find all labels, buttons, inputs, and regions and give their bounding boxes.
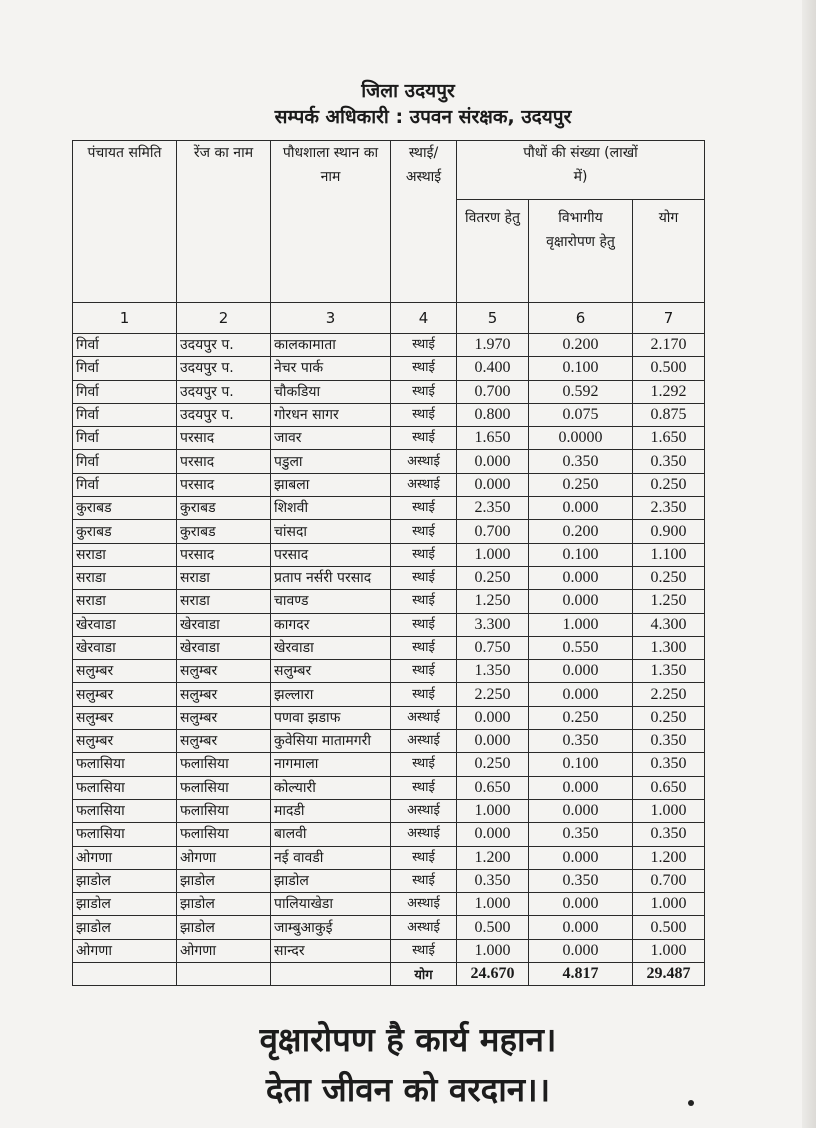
total-sum: 29.487: [633, 963, 705, 986]
header-panchayat: पंचायत समिति: [73, 141, 177, 303]
distribution-cell: 0.000: [457, 730, 529, 753]
table-row: [73, 450, 705, 473]
nursery-cell: मादडी: [271, 799, 391, 822]
type-cell: स्थाई: [391, 636, 457, 659]
range-cell: फलासिया: [177, 823, 271, 846]
range-cell: फलासिया: [177, 776, 271, 799]
range-cell: सलुम्बर: [177, 683, 271, 706]
type-cell: स्थाई: [391, 403, 457, 426]
header-type: स्थाई/ अस्थाई: [391, 141, 457, 303]
type-cell: स्थाई: [391, 683, 457, 706]
sum-cell: 0.875: [633, 403, 705, 426]
table-row: [73, 706, 705, 729]
distribution-cell: 2.250: [457, 683, 529, 706]
slogan-line-1: वृक्षारोपण है कार्य महान।: [259, 1020, 557, 1059]
distribution-cell: 0.700: [457, 520, 529, 543]
nursery-cell: खेरवाडा: [271, 636, 391, 659]
sum-cell: 0.500: [633, 916, 705, 939]
sum-cell: 1.250: [633, 590, 705, 613]
table-row: [73, 473, 705, 496]
panchayat-cell: झाडोल: [73, 916, 177, 939]
panchayat-cell: ओगणा: [73, 846, 177, 869]
panchayat-cell: ओगणा: [73, 939, 177, 962]
slogan-line-2: देता जीवन को वरदान।।: [265, 1070, 551, 1109]
distribution-cell: 0.000: [457, 823, 529, 846]
total-row: [73, 963, 705, 986]
total-label: योग: [391, 963, 457, 986]
panchayat-cell: सलुम्बर: [73, 706, 177, 729]
panchayat-cell: कुराबड: [73, 497, 177, 520]
panchayat-cell: फलासिया: [73, 753, 177, 776]
departmental-cell: 0.000: [529, 846, 633, 869]
departmental-cell: 0.000: [529, 497, 633, 520]
range-cell: सलुम्बर: [177, 660, 271, 683]
distribution-cell: 0.750: [457, 636, 529, 659]
range-cell: सलुम्बर: [177, 706, 271, 729]
panchayat-cell: फलासिया: [73, 823, 177, 846]
sum-cell: 0.250: [633, 566, 705, 589]
panchayat-cell: झाडोल: [73, 869, 177, 892]
range-cell: ओगणा: [177, 939, 271, 962]
panchayat-cell: कुराबड: [73, 520, 177, 543]
nursery-cell: नेचर पार्क: [271, 357, 391, 380]
departmental-cell: 0.100: [529, 753, 633, 776]
distribution-cell: 1.250: [457, 590, 529, 613]
distribution-cell: 1.970: [457, 334, 529, 357]
table-row: [73, 776, 705, 799]
departmental-cell: 0.000: [529, 939, 633, 962]
table-row: [73, 543, 705, 566]
panchayat-cell: खेरवाडा: [73, 613, 177, 636]
nursery-cell: परसाद: [271, 543, 391, 566]
sum-cell: 2.170: [633, 334, 705, 357]
distribution-cell: 0.400: [457, 357, 529, 380]
nursery-cell: पडुला: [271, 450, 391, 473]
range-cell: फलासिया: [177, 753, 271, 776]
type-cell: स्थाई: [391, 846, 457, 869]
departmental-cell: 0.350: [529, 730, 633, 753]
col-number: 6: [529, 303, 633, 334]
distribution-cell: 0.000: [457, 473, 529, 496]
title-block: [0, 78, 816, 130]
type-cell: स्थाई: [391, 357, 457, 380]
nursery-cell: झाबला: [271, 473, 391, 496]
panchayat-cell: गिर्वा: [73, 403, 177, 426]
type-cell: स्थाई: [391, 380, 457, 403]
distribution-cell: 1.000: [457, 799, 529, 822]
distribution-cell: 2.350: [457, 497, 529, 520]
table-row: [73, 683, 705, 706]
sum-cell: 0.500: [633, 357, 705, 380]
departmental-cell: 1.000: [529, 613, 633, 636]
table-row: [73, 566, 705, 589]
type-cell: अस्थाई: [391, 916, 457, 939]
range-cell: झाडोल: [177, 869, 271, 892]
nursery-table: [72, 140, 705, 986]
type-cell: स्थाई: [391, 869, 457, 892]
type-cell: स्थाई: [391, 939, 457, 962]
sum-cell: 1.300: [633, 636, 705, 659]
departmental-cell: 0.250: [529, 473, 633, 496]
sum-cell: 4.300: [633, 613, 705, 636]
range-cell: उदयपुर प.: [177, 403, 271, 426]
ink-dot: [688, 1100, 694, 1106]
departmental-cell: 0.550: [529, 636, 633, 659]
type-cell: अस्थाई: [391, 450, 457, 473]
panchayat-cell: फलासिया: [73, 799, 177, 822]
table-row: [73, 380, 705, 403]
departmental-cell: 0.000: [529, 660, 633, 683]
departmental-cell: 0.000: [529, 566, 633, 589]
panchayat-cell: सलुम्बर: [73, 683, 177, 706]
total-departmental: 4.817: [529, 963, 633, 986]
distribution-cell: 3.300: [457, 613, 529, 636]
total-distribution: 24.670: [457, 963, 529, 986]
nursery-cell: शिशवी: [271, 497, 391, 520]
header-departmental: विभागीय वृक्षारोपण हेतु: [529, 200, 633, 303]
sum-cell: 0.350: [633, 753, 705, 776]
table-row: [73, 846, 705, 869]
total-empty-cell: [177, 963, 271, 986]
nursery-cell: पालियाखेडा: [271, 893, 391, 916]
departmental-cell: 0.100: [529, 357, 633, 380]
panchayat-cell: खेरवाडा: [73, 636, 177, 659]
nursery-cell: जाम्बुआकुई: [271, 916, 391, 939]
range-cell: कुराबड: [177, 497, 271, 520]
sum-cell: 0.650: [633, 776, 705, 799]
type-cell: स्थाई: [391, 497, 457, 520]
departmental-cell: 0.350: [529, 823, 633, 846]
nursery-cell: जावर: [271, 427, 391, 450]
nursery-cell: नागमाला: [271, 753, 391, 776]
table-row: [73, 403, 705, 426]
total-empty-cell: [73, 963, 177, 986]
range-cell: ओगणा: [177, 846, 271, 869]
panchayat-cell: झाडोल: [73, 893, 177, 916]
departmental-cell: 0.000: [529, 799, 633, 822]
col-number: 1: [73, 303, 177, 334]
column-number-row: [73, 303, 705, 334]
nursery-cell: कुवेसिया मातामगरी: [271, 730, 391, 753]
col-number: 4: [391, 303, 457, 334]
col-number: 3: [271, 303, 391, 334]
sum-cell: 1.000: [633, 939, 705, 962]
departmental-cell: 0.250: [529, 706, 633, 729]
distribution-cell: 0.000: [457, 706, 529, 729]
table-row: [73, 799, 705, 822]
panchayat-cell: सराडा: [73, 590, 177, 613]
table-row: [73, 869, 705, 892]
distribution-cell: 0.250: [457, 566, 529, 589]
table-row: [73, 357, 705, 380]
sum-cell: 1.292: [633, 380, 705, 403]
distribution-cell: 0.800: [457, 403, 529, 426]
contact-officer-title: सम्पर्क अधिकारी : उपवन संरक्षक, उदयपुर: [274, 106, 572, 128]
table-body: [73, 334, 705, 963]
table-row: [73, 520, 705, 543]
panchayat-cell: सलुम्बर: [73, 730, 177, 753]
range-cell: उदयपुर प.: [177, 380, 271, 403]
panchayat-cell: गिर्वा: [73, 334, 177, 357]
type-cell: स्थाई: [391, 613, 457, 636]
nursery-cell: कागदर: [271, 613, 391, 636]
header-distribution: वितरण हेतु: [457, 200, 529, 303]
table-row: [73, 823, 705, 846]
col-number: 5: [457, 303, 529, 334]
distribution-cell: 1.000: [457, 543, 529, 566]
distribution-cell: 0.650: [457, 776, 529, 799]
range-cell: झाडोल: [177, 893, 271, 916]
panchayat-cell: गिर्वा: [73, 427, 177, 450]
type-cell: स्थाई: [391, 520, 457, 543]
departmental-cell: 0.350: [529, 869, 633, 892]
departmental-cell: 0.000: [529, 776, 633, 799]
nursery-cell: चौकडिया: [271, 380, 391, 403]
range-cell: उदयपुर प.: [177, 357, 271, 380]
panchayat-cell: गिर्वा: [73, 357, 177, 380]
panchayat-cell: गिर्वा: [73, 380, 177, 403]
nursery-cell: नई वावडी: [271, 846, 391, 869]
range-cell: परसाद: [177, 473, 271, 496]
range-cell: फलासिया: [177, 799, 271, 822]
panchayat-cell: गिर्वा: [73, 473, 177, 496]
panchayat-cell: सराडा: [73, 543, 177, 566]
distribution-cell: 0.000: [457, 450, 529, 473]
type-cell: अस्थाई: [391, 893, 457, 916]
range-cell: उदयपुर प.: [177, 334, 271, 357]
type-cell: स्थाई: [391, 334, 457, 357]
range-cell: सराडा: [177, 566, 271, 589]
nursery-cell: गोरधन सागर: [271, 403, 391, 426]
range-cell: परसाद: [177, 543, 271, 566]
departmental-cell: 0.592: [529, 380, 633, 403]
sum-cell: 2.250: [633, 683, 705, 706]
sum-cell: 1.350: [633, 660, 705, 683]
nursery-cell: पणवा झडाफ: [271, 706, 391, 729]
departmental-cell: 0.000: [529, 916, 633, 939]
sum-cell: 1.650: [633, 427, 705, 450]
nursery-cell: सान्दर: [271, 939, 391, 962]
total-empty-cell: [271, 963, 391, 986]
nursery-cell: चांसदा: [271, 520, 391, 543]
sum-cell: 0.350: [633, 730, 705, 753]
table-row: [73, 893, 705, 916]
header-sum: योग: [633, 200, 705, 303]
distribution-cell: 0.500: [457, 916, 529, 939]
range-cell: झाडोल: [177, 916, 271, 939]
range-cell: खेरवाडा: [177, 613, 271, 636]
col-number: 2: [177, 303, 271, 334]
panchayat-cell: फलासिया: [73, 776, 177, 799]
sum-cell: 0.250: [633, 706, 705, 729]
sum-cell: 1.200: [633, 846, 705, 869]
type-cell: अस्थाई: [391, 473, 457, 496]
distribution-cell: 1.000: [457, 939, 529, 962]
nursery-cell: प्रताप नर्सरी परसाद: [271, 566, 391, 589]
distribution-cell: 0.250: [457, 753, 529, 776]
range-cell: कुराबड: [177, 520, 271, 543]
type-cell: अस्थाई: [391, 706, 457, 729]
table-row: [73, 613, 705, 636]
type-cell: स्थाई: [391, 566, 457, 589]
range-cell: सराडा: [177, 590, 271, 613]
type-cell: अस्थाई: [391, 823, 457, 846]
type-cell: स्थाई: [391, 543, 457, 566]
sum-cell: 0.700: [633, 869, 705, 892]
nursery-cell: झाडोल: [271, 869, 391, 892]
range-cell: सलुम्बर: [177, 730, 271, 753]
distribution-cell: 1.200: [457, 846, 529, 869]
header-nursery: पौधशाला स्थान का नाम: [271, 141, 391, 303]
nursery-cell: कोल्यारी: [271, 776, 391, 799]
nursery-cell: कालकामाता: [271, 334, 391, 357]
departmental-cell: 0.200: [529, 520, 633, 543]
departmental-cell: 0.200: [529, 334, 633, 357]
departmental-cell: 0.000: [529, 893, 633, 916]
sum-cell: 2.350: [633, 497, 705, 520]
sum-cell: 0.250: [633, 473, 705, 496]
departmental-cell: 0.100: [529, 543, 633, 566]
type-cell: स्थाई: [391, 776, 457, 799]
distribution-cell: 0.700: [457, 380, 529, 403]
sum-cell: 0.900: [633, 520, 705, 543]
type-cell: स्थाई: [391, 590, 457, 613]
departmental-cell: 0.000: [529, 590, 633, 613]
table-row: [73, 753, 705, 776]
type-cell: स्थाई: [391, 660, 457, 683]
table-row: [73, 590, 705, 613]
sum-cell: 1.100: [633, 543, 705, 566]
sum-cell: 1.000: [633, 799, 705, 822]
header-range: रेंज का नाम: [177, 141, 271, 303]
type-cell: अस्थाई: [391, 730, 457, 753]
table-row: [73, 427, 705, 450]
departmental-cell: 0.000: [529, 683, 633, 706]
distribution-cell: 0.350: [457, 869, 529, 892]
sum-cell: 1.000: [633, 893, 705, 916]
range-cell: परसाद: [177, 427, 271, 450]
departmental-cell: 0.075: [529, 403, 633, 426]
sum-cell: 0.350: [633, 823, 705, 846]
nursery-cell: सलुम्बर: [271, 660, 391, 683]
range-cell: खेरवाडा: [177, 636, 271, 659]
distribution-cell: 1.650: [457, 427, 529, 450]
nursery-cell: चावण्ड: [271, 590, 391, 613]
table-row: [73, 636, 705, 659]
distribution-cell: 1.000: [457, 893, 529, 916]
table-row: [73, 660, 705, 683]
table-row: [73, 730, 705, 753]
col-number: 7: [633, 303, 705, 334]
table-row: [73, 916, 705, 939]
table-row: [73, 939, 705, 962]
panchayat-cell: सराडा: [73, 566, 177, 589]
panchayat-cell: सलुम्बर: [73, 660, 177, 683]
departmental-cell: 0.350: [529, 450, 633, 473]
table-row: [73, 497, 705, 520]
range-cell: परसाद: [177, 450, 271, 473]
nursery-cell: बालवी: [271, 823, 391, 846]
header-plants: पौधों की संख्या (लाखों में): [457, 141, 705, 200]
type-cell: अस्थाई: [391, 799, 457, 822]
distribution-cell: 1.350: [457, 660, 529, 683]
type-cell: स्थाई: [391, 427, 457, 450]
panchayat-cell: गिर्वा: [73, 450, 177, 473]
departmental-cell: 0.0000: [529, 427, 633, 450]
page-edge: [802, 0, 816, 1128]
district-title: जिला उदयपुर: [361, 80, 455, 102]
type-cell: स्थाई: [391, 753, 457, 776]
nursery-cell: झल्लारा: [271, 683, 391, 706]
table-row: [73, 334, 705, 357]
sum-cell: 0.350: [633, 450, 705, 473]
